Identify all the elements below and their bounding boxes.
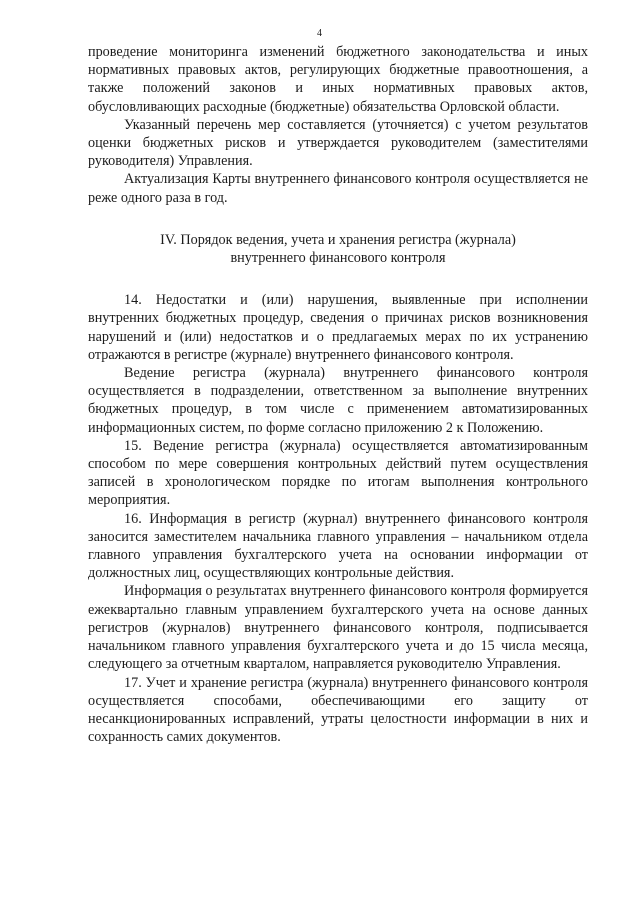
paragraph-measures-list: Указанный перечень мер составляется (уточняется) с учетом результатов оценки бюджетных рисков и утверждается руководителем (заместителями руководителя) Управления. — [88, 116, 588, 170]
paragraph-14: 14. Недостатки и (или) нарушения, выявленные при исполнении внутренних бюджетных процедур, сведения о причинах рисков возникновения нарушений и (или) недостатков и о предлагаемых мерах по их устранению отражаются в регистре (журнале) внутреннего финансового контроля. — [88, 292, 588, 363]
section-heading — [88, 231, 588, 267]
paragraph-control-results: Информация о результатах внутреннего финансового контроля формируется ежеквартально главным управлением бухгалтерского учета на основе данных регистров (журналов) внутреннего финансового контроля, подписывается начальником главного управления бухгалтерского учета и до 15 числа месяца, следующего за отчетным кварталом, направляется руководителю Управления. — [88, 583, 588, 673]
paragraph-17: 17. Учет и хранение регистра (журнала) внутреннего финансового контроля осуществляется способами, обеспечивающими его защиту от несанкционированных исправлений, утраты целостности информации в них и сохранность самих документов. — [88, 674, 588, 746]
paragraph-map-update: Актуализация Карты внутреннего финансового контроля осуществляется не реже одного раза в год. — [88, 171, 588, 206]
page-number: 4 — [317, 28, 322, 39]
paragraph-15: 15. Ведение регистра (журнала) осуществляется автоматизированным способом по мере совершения контрольных действий путем осуществления записей в хронологическом порядке по итогам выполнения контрольного мероприятия. — [88, 437, 588, 509]
document-body — [88, 43, 588, 746]
paragraph-monitoring: проведение мониторинга изменений бюджетного законодательства и иных нормативных правовых актов, регулирующих бюджетные правоотношения, а также положений законов и иных нормативных правовых актов, обусловливающих расходные (бюджетные) обязательства Орловской области. — [88, 44, 588, 115]
section-heading-line-2: внутреннего финансового контроля — [230, 250, 446, 267]
section-heading-line-1: IV. Порядок ведения, учета и хранения регистра (журнала) — [160, 231, 516, 248]
paragraph-register-keeping: Ведение регистра (журнала) внутреннего финансового контроля осуществляется в подразделении, ответственном за выполнение внутренних бюджетных процедур, в том числе с применением автоматизированных информационных систем, по форме согласно приложению 2 к Положению. — [88, 365, 588, 436]
paragraph-16: 16. Информация в регистр (журнал) внутреннего финансового контроля заносится заместителем начальника главного управления – начальником отдела главного управления бухгалтерского учета на основании информации от должностных лиц, осуществляющих контрольные действия. — [88, 510, 588, 582]
